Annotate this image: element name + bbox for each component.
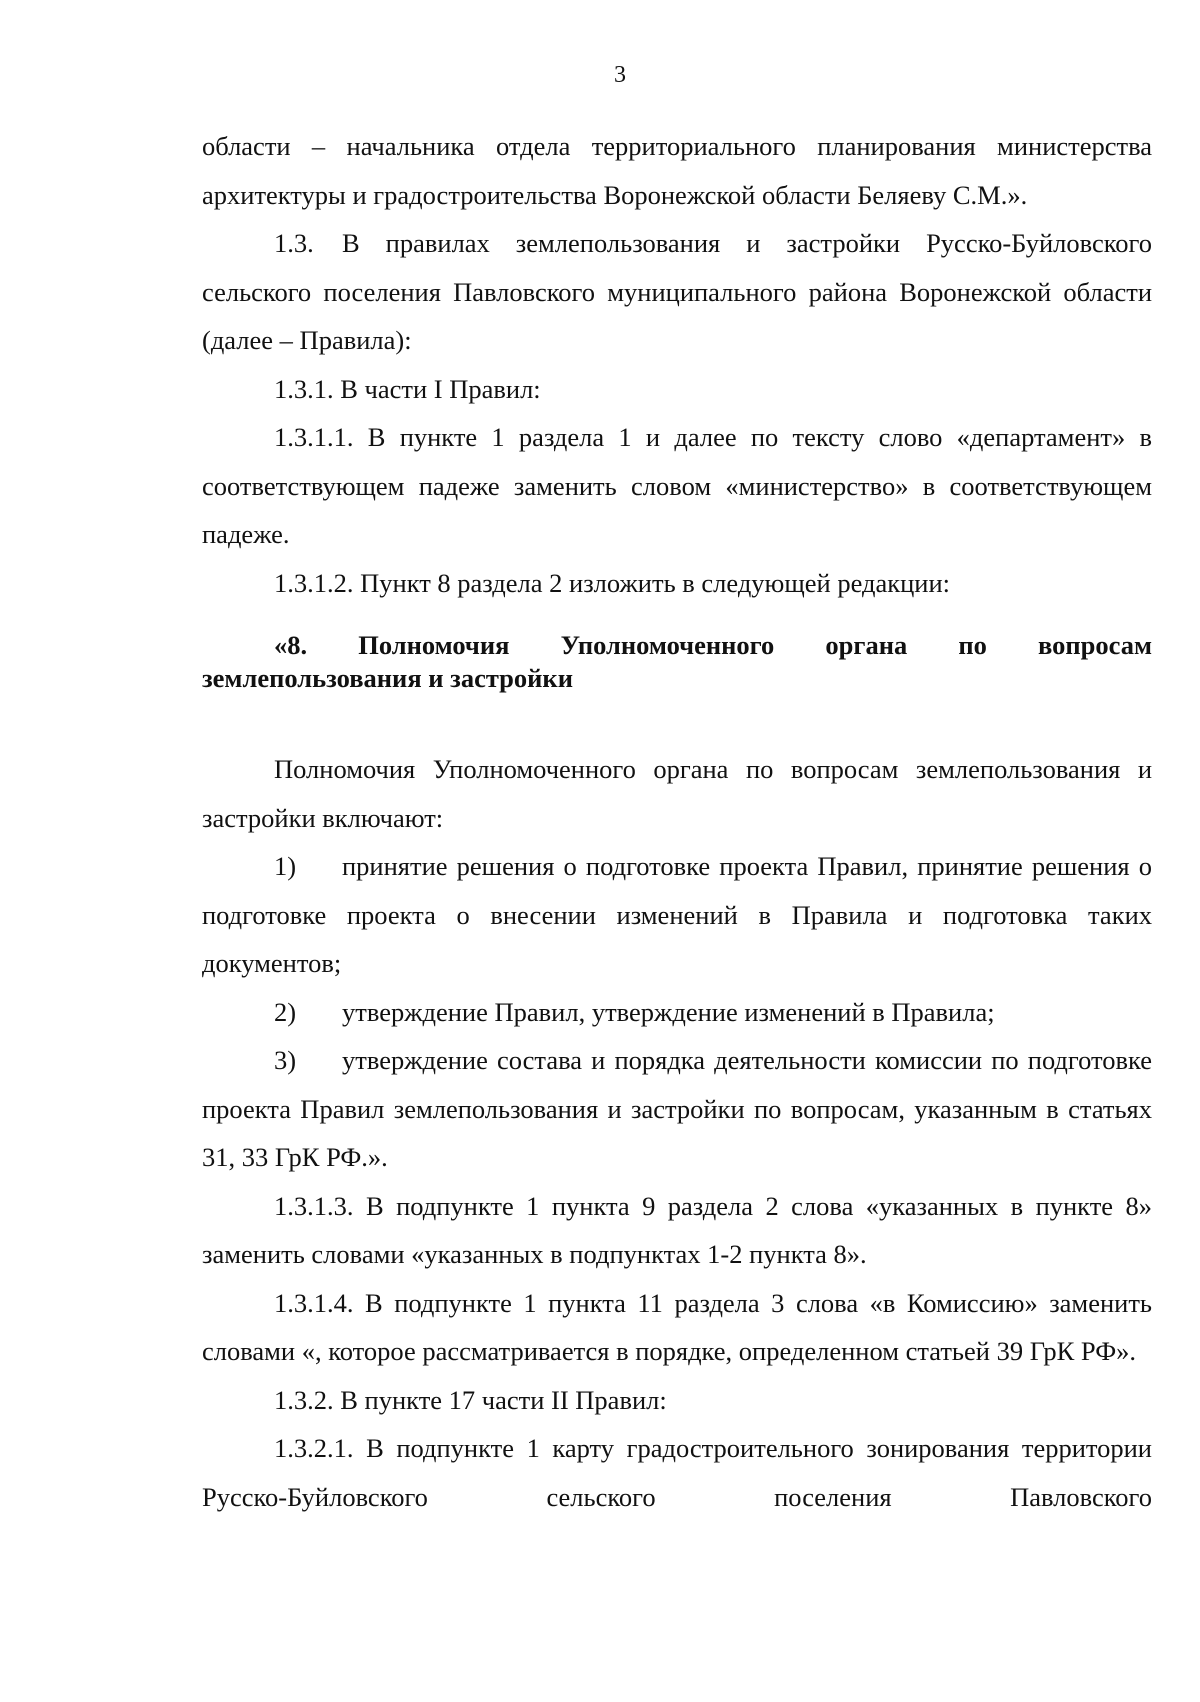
paragraph-1-3-2: 1.3.2. В пункте 17 части II Правил: xyxy=(274,1384,667,1415)
page-number: 3 xyxy=(614,62,626,88)
paragraph-powers-intro: Полномочия Уполномоченного органа по вопросам землепользования и застройки включают: xyxy=(202,754,1152,833)
list-item-3 xyxy=(202,1036,1152,1182)
section-heading: «8. Полномочия Уполномоченного органа по вопросам землепользования и застройки xyxy=(202,630,1152,693)
list-item-number: 3) xyxy=(274,1045,297,1075)
paragraph-1-3-1-1: 1.3.1.1. В пункте 1 раздела 1 и далее по тексту слово «департамент» в соответствующем падеже заменить словом «министерство» в соответствующем падеже. xyxy=(202,422,1152,549)
document-body xyxy=(202,122,1152,1521)
paragraph-1-3-2-1: 1.3.2.1. В подпункте 1 карту градостроительного зонирования территории Русско-Буйловского сельского поселения Павловского xyxy=(202,1433,1152,1512)
list-item-text: утверждение состава и порядка деятельности комиссии по подготовке проекта Правил землепользования и застройки по вопросам, указанным в статьях 31, 33 ГрК РФ.». xyxy=(202,1045,1152,1172)
paragraph-text: В правилах землепользования и застройки Русско-Буйловского сельского поселения Павловского муниципального района Воронежской области (далее – Правила): xyxy=(202,228,1152,355)
list-item-number: 1) xyxy=(274,851,297,881)
list-item-text: утверждение Правил, утверждение изменений в Правила; xyxy=(342,996,995,1027)
paragraph-number: 1.3. xyxy=(274,228,314,258)
list-item-number: 2) xyxy=(274,996,297,1027)
list-item-text: принятие решения о подготовке проекта Правил, принятие решения о подготовке проекта о внесении изменений в Правила и подготовка таких документов; xyxy=(202,851,1152,978)
paragraph-1-3-1-4: 1.3.1.4. В подпункте 1 пункта 11 раздела 3 слова «в Комиссию» заменить словами «, которое рассматривается в порядке, определенном статьей 39 ГрК РФ». xyxy=(202,1287,1152,1366)
paragraph-continuation: области – начальника отдела территориального планирования министерства архитектуры и градостроительства Воронежской области Беляеву С.М.». xyxy=(202,131,1152,210)
paragraph-1-3-1: 1.3.1. В части I Правил: xyxy=(274,373,541,404)
paragraph-1-3-1-3: 1.3.1.3. В подпункте 1 пункта 9 раздела 2 слова «указанных в пункте 8» заменить словами «указанных в подпунктах 1-2 пункта 8». xyxy=(202,1190,1152,1269)
list-item-2 xyxy=(202,988,1152,1037)
heading-spacer xyxy=(202,695,1152,745)
list-item-1 xyxy=(202,842,1152,988)
paragraph-1-3-1-2: 1.3.1.2. Пункт 8 раздела 2 изложить в следующей редакции: xyxy=(274,567,951,598)
paragraph-1-3 xyxy=(202,219,1152,365)
